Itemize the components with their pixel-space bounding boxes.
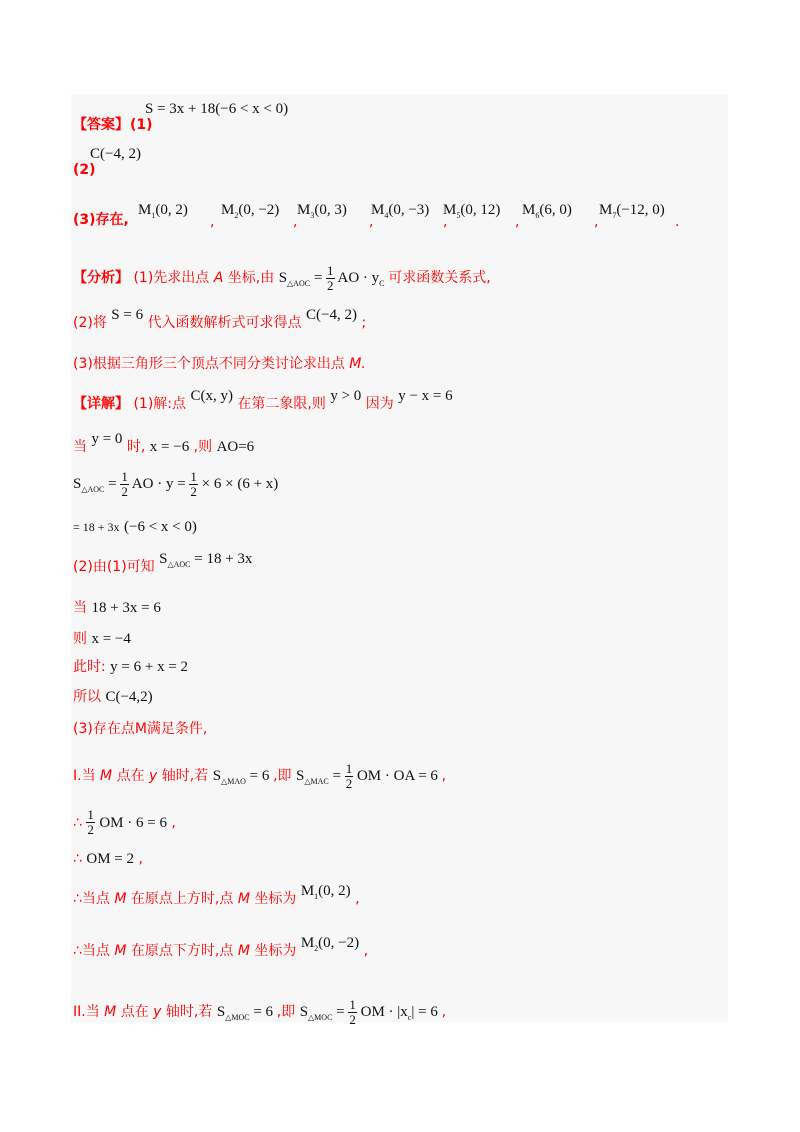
answer-m-point-5 [443, 203, 500, 220]
m-point-sub: 1 [151, 211, 156, 220]
analysis-l2-point: C(−4, 2) [306, 307, 357, 323]
detail-line-14 [73, 883, 360, 909]
analysis-l1-b: 坐标,由 [227, 270, 275, 287]
detail-l9-m: C(−4,2) [105, 689, 153, 705]
detail-l5-a: (2)由(1)可知 [73, 559, 155, 575]
m-point-name: M [522, 202, 536, 218]
detail-l9-a: 所以 [73, 689, 101, 705]
detail-l5-m: = 18 + 3x [194, 551, 253, 567]
detail-l15-m: (0, −2) [318, 935, 360, 951]
m-point-separator: , [293, 214, 298, 230]
detail-l16-a: II.当 [73, 1004, 100, 1021]
s-sub-5: △MAC [304, 777, 329, 787]
detail-l12-m: OM · 6 = 6 [99, 814, 167, 831]
analysis-l1-var: A [213, 270, 224, 287]
m-point-name: M [297, 202, 311, 218]
detail-l14-m-var2: M [237, 891, 250, 907]
detail-l16-b: M [104, 1004, 117, 1021]
detail-l15-d: , [363, 943, 369, 959]
m-point-coords: (0, 2) [155, 202, 188, 218]
detail-l16-m2-end: | = 6 [411, 1004, 438, 1021]
detail-line-5 [73, 551, 253, 577]
detail-l4-range: (−6 < x < 0) [124, 519, 197, 535]
detail-l1-a: (1)解:点 [133, 396, 187, 412]
s-symbol: S [278, 270, 288, 287]
s-sub-4: △MAO [221, 777, 246, 787]
detail-l14-b: 在原点上方时,点 [130, 891, 234, 907]
detail-l14-point [301, 883, 351, 899]
detail-l12-a: ∴ [73, 814, 82, 831]
detail-l12-b: , [171, 814, 176, 831]
detail-l11-d: y [149, 768, 158, 785]
detail-line-13 [73, 852, 143, 867]
analysis-area-formula: $S_{\triangle AOC}$ = $\frac{1}{2}$ AO · $y_C$ [278, 263, 385, 294]
m-point-name: M [599, 202, 613, 218]
s-sub-7: △MOC [308, 1013, 333, 1023]
m-point-name: M [138, 202, 152, 218]
s-sub: △AOC [287, 279, 311, 289]
m-point-sub: 2 [234, 211, 239, 220]
fraction-half-5 [86, 808, 95, 838]
analysis-line-2 [73, 307, 367, 331]
detail-l13-b: , [138, 851, 143, 867]
detail-l11-b: M [100, 768, 113, 785]
m-point-separator: , [369, 214, 374, 230]
answer-m-point-7 [599, 203, 665, 220]
m-point-sub: 7 [612, 211, 617, 220]
detail-l15-point [301, 935, 359, 951]
m-point-coords: (0, 12) [460, 202, 501, 218]
detail-l11-e: 轴时,若 [161, 768, 209, 785]
frac-den-6: 2 [349, 1012, 356, 1028]
detail-line-10 [73, 722, 207, 736]
detail-l11-m2: OM · OA = 6 [356, 768, 438, 785]
fraction-half-4 [345, 762, 354, 792]
detail-l2-m2: x = −6 [149, 439, 190, 455]
analysis-l3-a: (3)根据三角形三个顶点不同分类讨论求出点 [73, 356, 345, 372]
analysis-line-1 [73, 264, 491, 294]
detail-line-9 [73, 690, 153, 705]
s-sub-3: △AOC [167, 560, 191, 569]
analysis-l2-c: ; [361, 315, 367, 331]
m-point-sub: 4 [384, 211, 389, 220]
detail-l16-d: y [153, 1004, 162, 1021]
detail-line-8 [73, 660, 188, 675]
answer-p2-label: (2) [73, 162, 96, 178]
fraction-half-6 [348, 998, 357, 1028]
frac-den-2: 2 [121, 484, 128, 500]
detail-l1-cond: y > 0 [330, 388, 362, 404]
detail-l10: (3)存在点M满足条件, [73, 721, 208, 737]
answer-point-c: C(−4, 2) [90, 146, 141, 162]
s-symbol-3: S [159, 551, 168, 567]
m-point-coords: (0, −2) [238, 202, 280, 218]
detail-tag: 【详解】 [73, 396, 129, 412]
detail-line-4 [73, 520, 197, 535]
m-sym-1: M [300, 883, 315, 899]
detail-l8-a: 此时: [73, 659, 106, 675]
detail-l11-area [212, 768, 273, 787]
s-symbol-4: S [212, 768, 222, 785]
detail-l11-formula: $S_{\triangle MAC}$ = $\frac{1}{2}$ OM · OA = 6 [296, 761, 438, 792]
answer-p3-label: (3)存在, [73, 212, 129, 228]
detail-l3-formula: $S_{\triangle AOC}$ = $\frac{1}{2}$ AO · y = $\frac{1}{2}$ × 6 × (6 + x) [73, 469, 279, 500]
detail-line-16 [73, 998, 446, 1028]
m-point-coords: (−12, 0) [616, 202, 665, 218]
detail-l16-m2-sub: c [407, 1013, 412, 1023]
analysis-l1-c: 可求函数关系式, [388, 270, 491, 287]
detail-l15-a: ∴当点 [73, 943, 110, 959]
detail-l11-m1: = 6 [249, 768, 270, 785]
detail-l7-m: x = −4 [91, 631, 131, 647]
m-sub-2: 2 [314, 944, 319, 953]
detail-l16-formula: $S_{\triangle MOC}$ = $\frac{1}{2}$ OM · $|x_c| = 6$ [299, 997, 438, 1028]
s-sub-2: △AOC [81, 485, 105, 495]
detail-l4-m: = 18 + 3x [73, 520, 120, 534]
m-point-name: M [443, 202, 457, 218]
analysis-l3-var: M. [349, 356, 366, 372]
s-symbol-5: S [296, 768, 305, 785]
m-point-separator: , [210, 214, 215, 230]
frac-num-5: 1 [87, 807, 94, 822]
yc-sub: C [379, 279, 385, 289]
analysis-l2-a: (2)将 [73, 315, 107, 331]
detail-l15-c: 坐标为 [254, 943, 297, 959]
detail-l3-end: × 6 × (6 + x) [201, 476, 279, 493]
answer-m-point-4 [371, 203, 429, 220]
detail-l16-m1: = 6 [253, 1004, 274, 1021]
detail-l7-a: 则 [73, 631, 87, 647]
m-point-separator: , [594, 214, 599, 230]
detail-l14-m-var: M [114, 891, 127, 907]
detail-l1-b: 在第二象限,则 [237, 396, 326, 412]
frac-num-6: 1 [349, 997, 356, 1012]
s-symbol-7: S [299, 1004, 309, 1021]
detail-l16-m2: OM · |x [360, 1004, 408, 1021]
frac-den-3: 2 [190, 484, 197, 500]
detail-l13-a: ∴ [73, 851, 82, 867]
m-point-coords: (0, 3) [314, 202, 347, 218]
analysis-l1-a: (1)先求出点 [133, 270, 210, 287]
detail-l6-a: 当 [73, 600, 87, 616]
detail-line-7 [73, 632, 131, 647]
answer-formula-1: S = 3x + 18(−6 < x < 0) [145, 101, 289, 117]
detail-l6-m: 18 + 3x = 6 [91, 600, 161, 616]
s-symbol-6: S [216, 1004, 226, 1021]
detail-l13-m: OM = 2 [86, 851, 135, 867]
answer-part1-label: (1) [130, 117, 153, 133]
detail-l8-m: y = 6 + x = 2 [110, 659, 189, 675]
detail-l14-m: (0, 2) [318, 883, 351, 899]
answer-m-point-3 [297, 203, 347, 220]
m-sym-2: M [300, 935, 315, 951]
detail-l11-a: I.当 [73, 768, 96, 785]
fraction-half [326, 264, 335, 294]
s-sub-6: △MOC [225, 1013, 250, 1023]
frac-den: 2 [327, 278, 334, 294]
m-point-separator: . [675, 214, 680, 230]
answer-m-point-6 [522, 203, 572, 220]
analysis-tag: 【分析】 [73, 270, 129, 287]
detail-l1-c: 因为 [365, 396, 394, 412]
detail-l2-m1: y = 0 [91, 431, 123, 447]
detail-line-3 [73, 470, 278, 500]
detail-line-11 [73, 762, 446, 792]
detail-l5-formula [159, 551, 252, 567]
detail-l16-g: , [441, 1004, 447, 1021]
frac-den-5: 2 [87, 822, 94, 838]
fraction-half-2 [120, 470, 129, 500]
detail-l16-e: 轴时,若 [165, 1004, 213, 1021]
detail-l16-area [216, 1004, 277, 1023]
detail-l11-c: 点在 [116, 768, 145, 785]
m-point-separator: , [515, 214, 520, 230]
detail-line-1 [73, 388, 453, 412]
s-symbol-2: S [73, 476, 82, 493]
detail-line-15 [73, 935, 369, 961]
analysis-line-3 [73, 357, 366, 371]
analysis-l2-formula: S = 6 [111, 307, 144, 323]
frac-num-4: 1 [345, 761, 353, 776]
detail-l11-g: , [441, 768, 447, 785]
detail-l15-m-var2: M [237, 943, 250, 959]
detail-l2-c: ,则 [193, 439, 213, 455]
m-point-coords: (6, 0) [539, 202, 572, 218]
m-sub-1: 1 [314, 892, 319, 901]
detail-l14-c: 坐标为 [254, 891, 297, 907]
m-point-name: M [371, 202, 385, 218]
analysis-l2-b: 代入函数解析式可求得点 [147, 315, 302, 331]
m-point-separator: , [443, 214, 448, 230]
frac-num-3: 1 [190, 469, 197, 484]
detail-l2-a: 当 [73, 439, 87, 455]
m-point-coords: (0, −3) [388, 202, 430, 218]
detail-l15-b: 在原点下方时,点 [130, 943, 234, 959]
detail-l16-f: ,即 [276, 1004, 296, 1021]
detail-l14-a: ∴当点 [73, 891, 110, 907]
frac-num: 1 [327, 263, 334, 278]
m-point-sub: 6 [535, 211, 540, 220]
answer-m-point-2 [221, 203, 279, 220]
m-point-sub: 5 [456, 211, 461, 220]
m-point-name: M [221, 202, 235, 218]
frac-den-4: 2 [345, 776, 353, 792]
answer-part2-point [90, 147, 141, 162]
detail-l1-eq: y − x = 6 [398, 388, 453, 404]
detail-line-6 [73, 601, 161, 616]
detail-l3-tail: AO · y = [131, 476, 186, 493]
detail-l16-c: 点在 [120, 1004, 149, 1021]
detail-l14-d: , [355, 891, 360, 907]
detail-l2-m3: AO=6 [216, 439, 255, 455]
detail-l1-point: C(x, y) [190, 388, 233, 404]
m-point-sub: 3 [310, 211, 315, 220]
answer-part2-label [73, 163, 96, 177]
frac-num-2: 1 [121, 469, 128, 484]
detail-line-2 [73, 431, 255, 455]
ao-yc: AO · y [337, 270, 380, 287]
detail-l15-m-var: M [114, 943, 127, 959]
answer-tag: 【答案】 [73, 117, 129, 133]
detail-l11-f: ,即 [273, 768, 292, 785]
fraction-half-3 [189, 470, 198, 500]
detail-l2-b: 时, [126, 439, 146, 455]
answer-m-point-1 [138, 203, 188, 220]
detail-line-12 [73, 808, 176, 838]
